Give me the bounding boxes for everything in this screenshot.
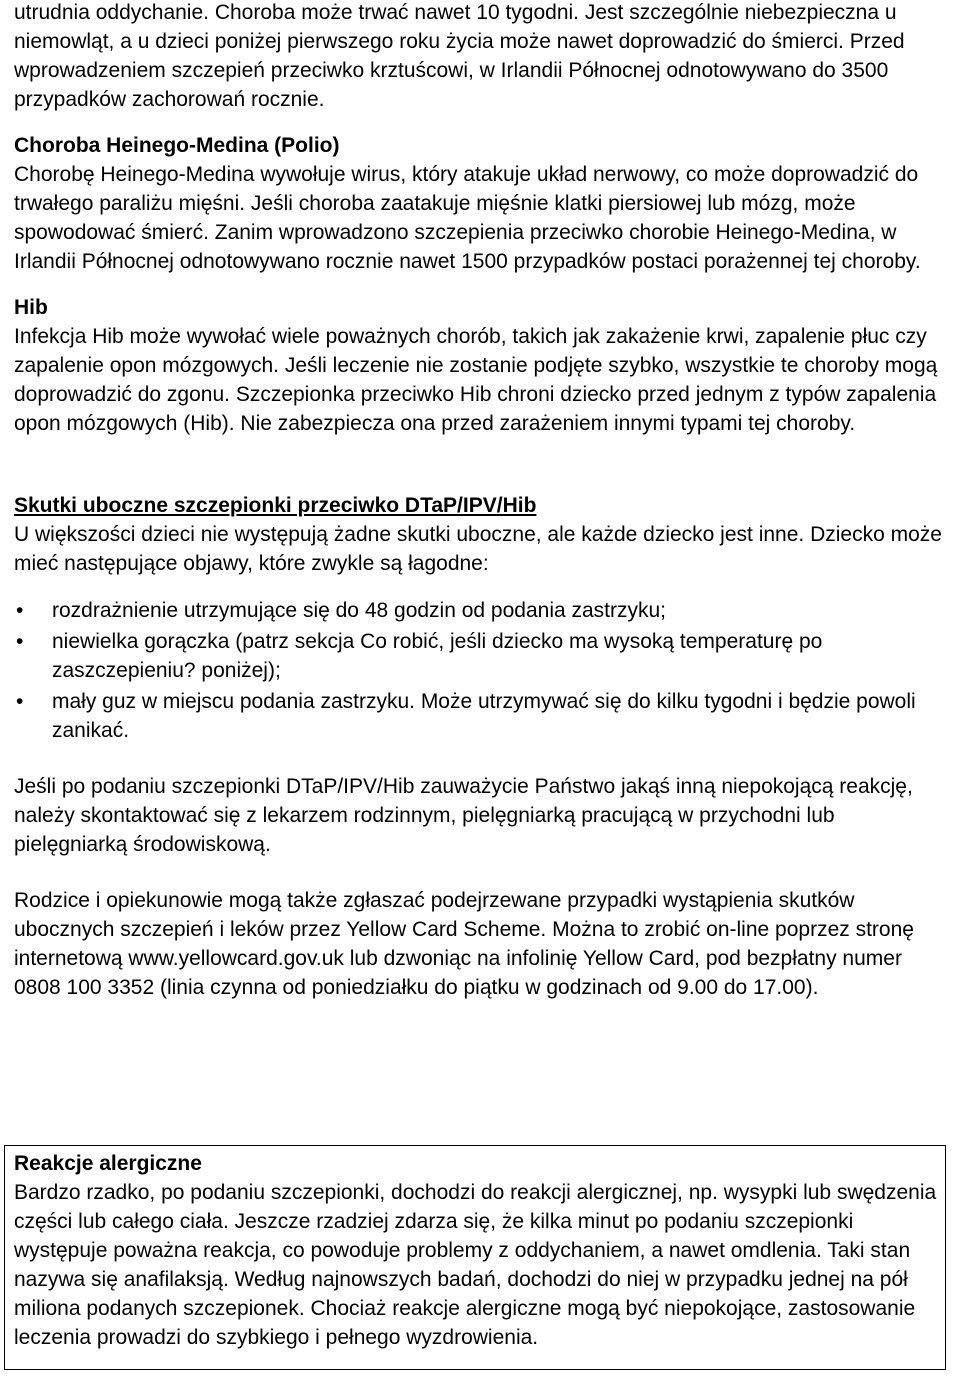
list-item-text: niewielka gorączka (patrz sekcja Co robić, jeśli dziecko ma wysoką temperaturę po zaszczepieniu? poniżej); [52, 630, 823, 682]
hib-paragraph: Infekcja Hib może wywołać wiele poważnych chorób, takich jak zakażenie krwi, zapalenie płuc czy zapalenie opon mózgowych. Jeśli leczenie nie zostanie podjęte szybko, wszystkie te choroby mogą doprowadzić do zgonu. Szczepionka przeciwko Hib chroni dziecko przed jednym z typów zapalenia opon mózgowych (Hib). Nie zabezpiecza ona przed zarażeniem innymi typami tej choroby. [14, 325, 938, 435]
bullet-icon: • [16, 599, 24, 622]
document-page [14, 0, 944, 1002]
bullet-icon: • [16, 690, 24, 713]
side-effects-list [14, 596, 944, 745]
polio-section [14, 131, 944, 276]
allergy-heading: Reakcje alergiczne [14, 1152, 202, 1175]
polio-heading: Choroba Heinego-Medina (Polio) [14, 134, 340, 157]
intro-paragraph: utrudnia oddychanie. Choroba może trwać nawet 10 tygodni. Jest szczególnie niebezpieczna u niemowląt, a u dzieci poniżej pierwszego roku życia może nawet doprowadzić do śmierci. Przed wprowadzeniem szczepień przeciwko krztuścowi, w Irlandii Północnej odnotowywano do 3500 przypadków zachorowań rocznie. [14, 1, 905, 111]
list-item [14, 687, 944, 745]
hib-heading: Hib [14, 296, 48, 319]
bullet-icon: • [16, 630, 24, 653]
allergy-paragraph: Bardzo rzadko, po podaniu szczepionki, dochodzi do reakcji alergicznej, np. wysypki lub swędzenia części lub całego ciała. Jeszcze rzadziej zdarza się, że kilka minut po podaniu szczepionki występuje poważna reakcja, co powoduje problemy z oddychaniem, a nawet omdlenia. Taki stan nazywa się anafilaksją. Według najnowszych badań, dochodzi do niej w przypadku jednej na pół miliona podanych szczepionek. Chociaż reakcje alergiczne mogą być niepokojące, zastosowanie leczenia prowadzi do szybkiego i pełnego wyzdrowienia. [14, 1181, 937, 1349]
side-effects-intro: U większości dzieci nie występują żadne skutki uboczne, ale każde dziecko jest inne. Dziecko może mieć następujące objawy, które zwykle są łagodne: [14, 523, 942, 575]
side-effects-section [14, 491, 944, 1002]
yellow-card-paragraph: Rodzice i opiekunowie mogą także zgłaszać podejrzewane przypadki wystąpienia skutków ubocznych szczepień i leków przez Yellow Card Scheme. Można to zrobić on-line poprzez stronę internetową www.yellowcard.gov.uk lub dzwoniąc na infolinię Yellow Card, pod bezpłatny numer 0808 100 3352 (linia czynna od poniedziałku do piątku w godzinach od 9.00 do 17.00). [14, 889, 914, 999]
side-effects-heading: Skutki uboczne szczepionki przeciwko DTaP/IPV/Hib [14, 494, 537, 517]
contact-paragraph: Jeśli po podaniu szczepionki DTaP/IPV/Hib zauważycie Państwo jakąś inną niepokojącą reakcję, należy skontaktować się z lekarzem rodzinnym, pielęgniarką pracującą w przychodni lub pielęgniarką środowiskową. [14, 775, 913, 856]
polio-paragraph: Chorobę Heinego-Medina wywołuje wirus, który atakuje układ nerwowy, co może doprowadzić do trwałego paraliżu mięśni. Jeśli choroba zaatakuje mięśnie klatki piersiowej lub mózg, może spowodować śmierć. Zanim wprowadzono szczepienia przeciwko chorobie Heinego-Medina, w Irlandii Północnej odnotowywano rocznie nawet 1500 przypadków postaci porażennej tej choroby. [14, 163, 921, 273]
hib-section [14, 293, 944, 438]
list-item-text: rozdrażnienie utrzymujące się do 48 godzin od podania zastrzyku; [52, 599, 667, 622]
intro-section [14, 0, 944, 114]
list-item-text: mały guz w miejscu podania zastrzyku. Może utrzymywać się do kilku tygodni i będzie powoli zanikać. [52, 690, 916, 742]
list-item [14, 596, 944, 625]
allergy-box [4, 1145, 946, 1370]
list-item [14, 627, 944, 685]
